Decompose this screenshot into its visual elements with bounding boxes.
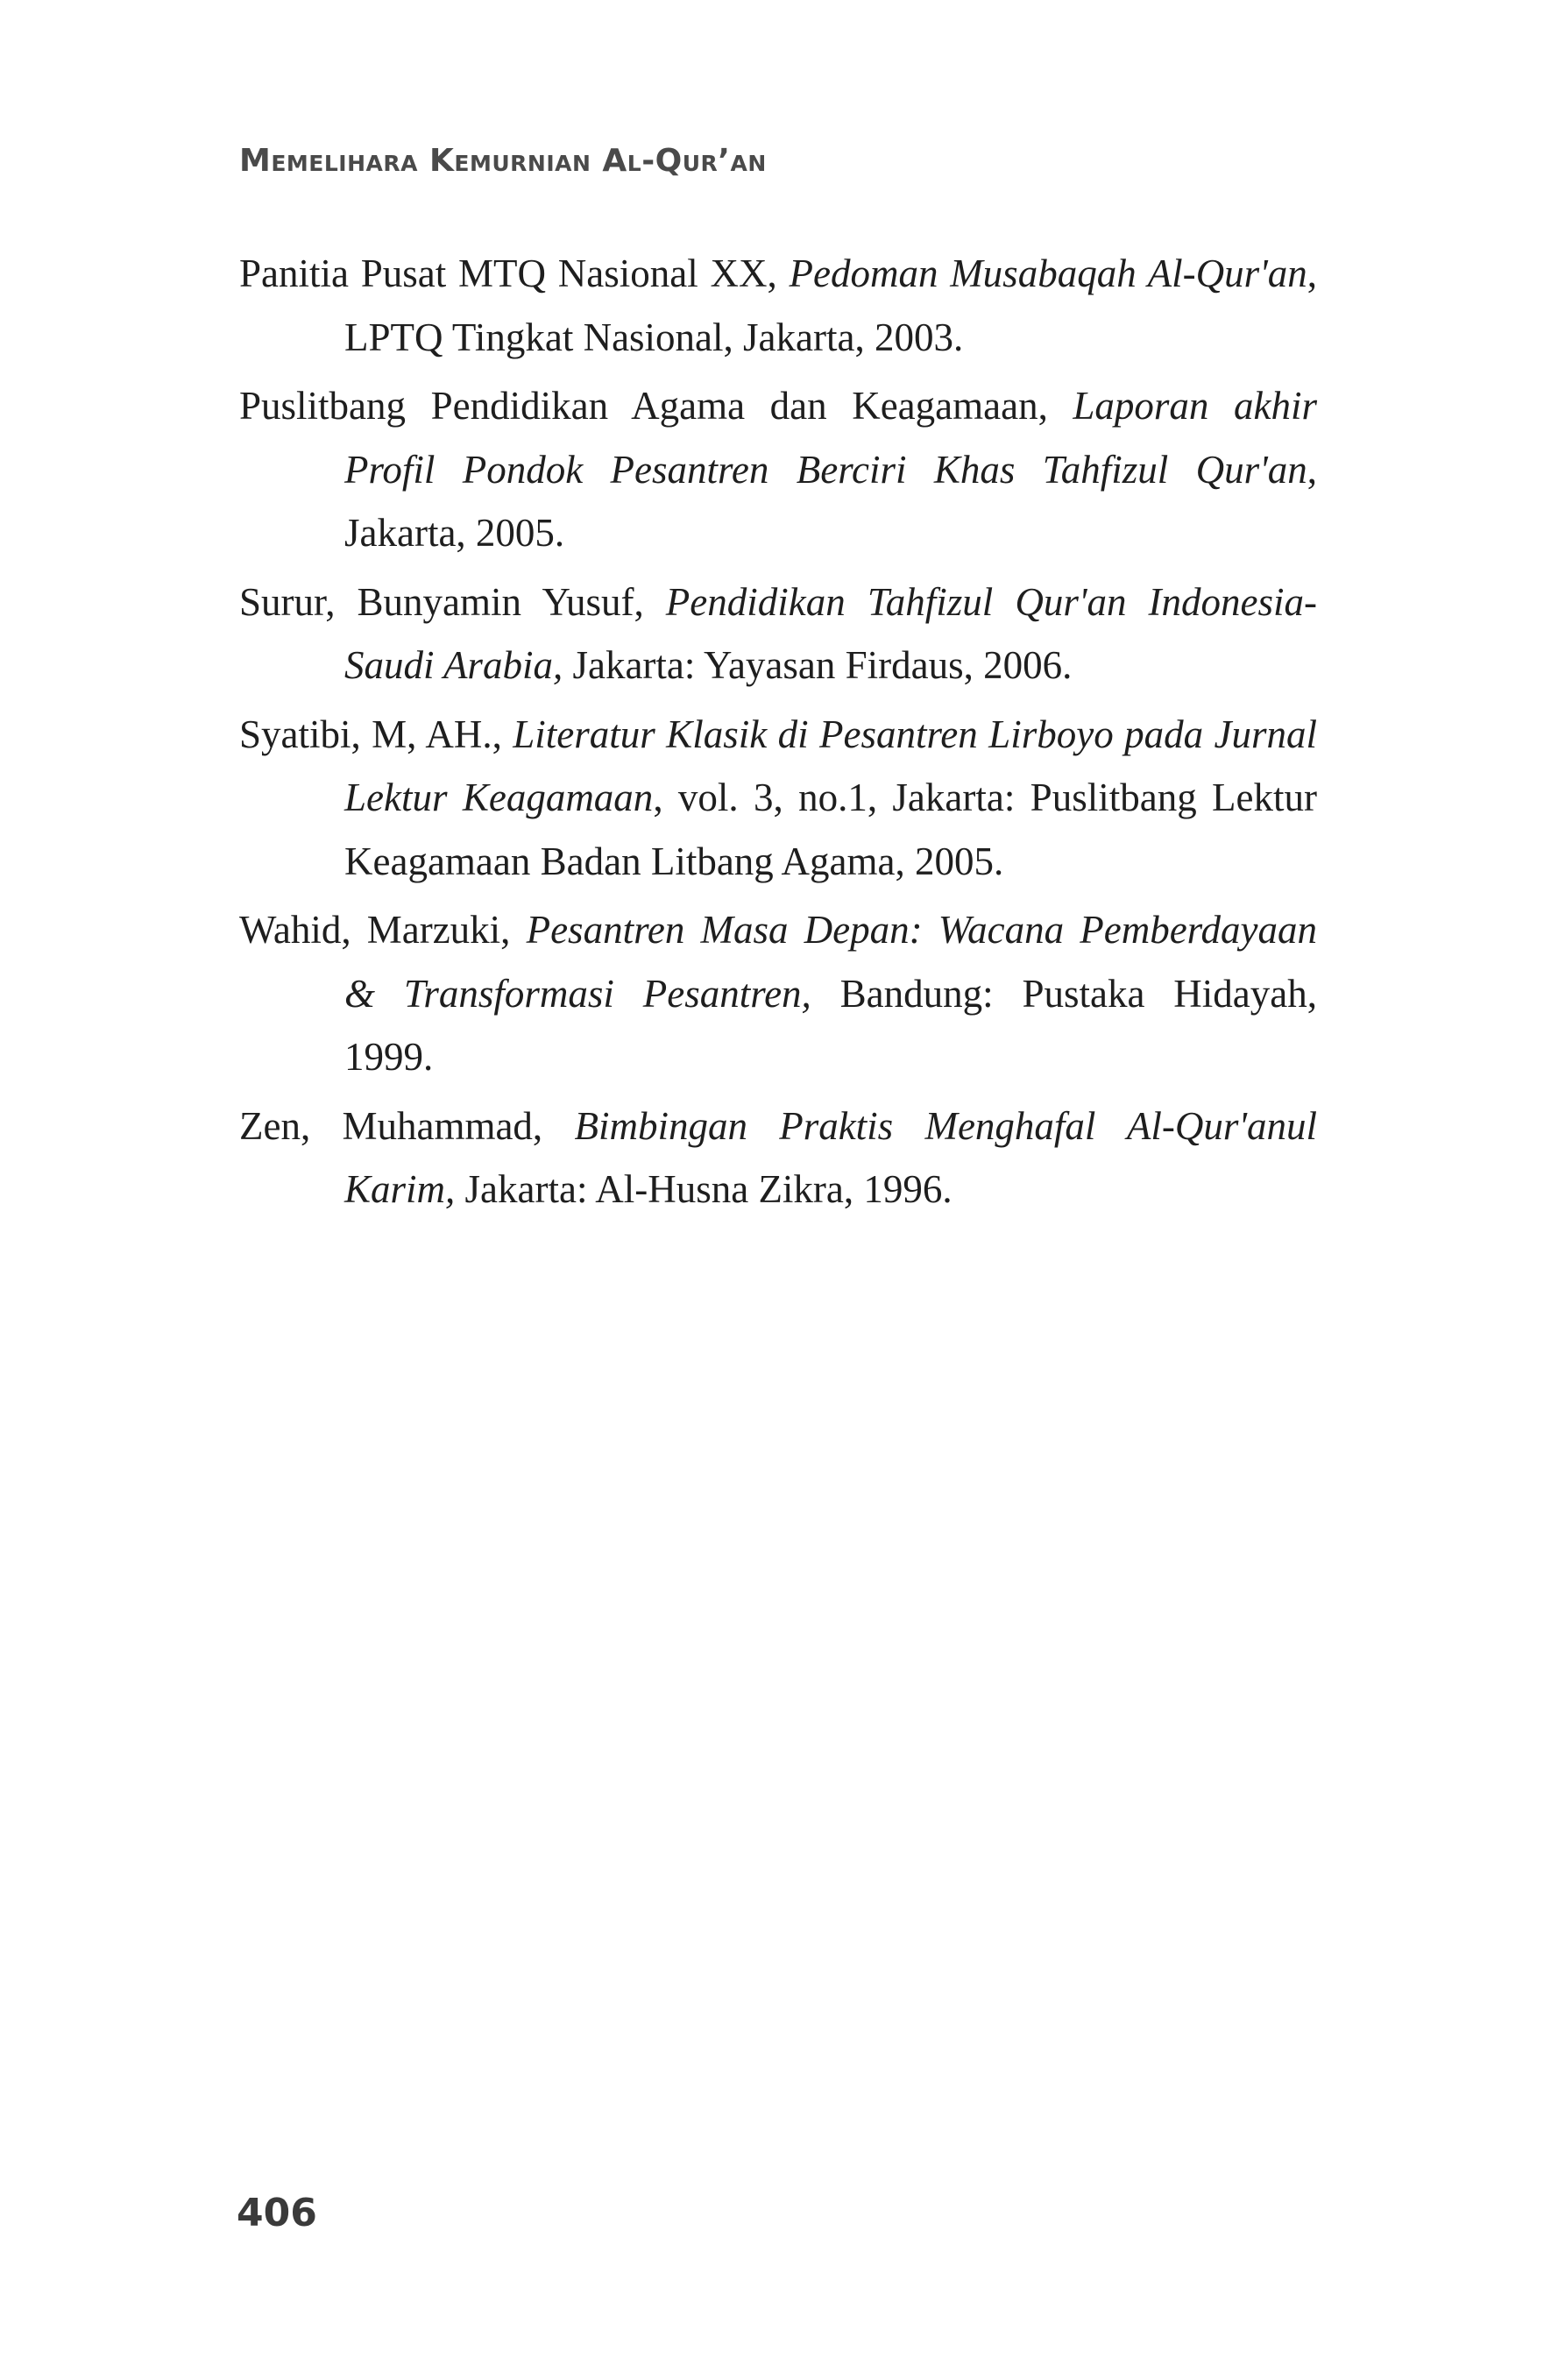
entry-publication: Jakarta: Al-Husna Zikra, 1996.	[455, 1167, 953, 1211]
entry-author: Syatibi, M, AH.,	[239, 712, 513, 756]
entry-publication: , vol. 3, no.1, Jakarta: Puslitbang Lektur Keagamaan Badan Litbang Agama, 2005.	[344, 776, 1317, 883]
entry-author: Zen, Muhammad,	[239, 1103, 575, 1148]
entry-publication: , Jakarta, 2005.	[344, 447, 1317, 555]
bibliography-entry	[239, 898, 1317, 1089]
entry-title: Bimbingan Praktis Menghafal Al-Qur'anul Karim,	[344, 1103, 1317, 1211]
running-header: Memelihara Kemurnian Al-Qur’an	[239, 143, 767, 179]
entry-author: Puslitbang Pendidikan Agama dan Keagamaan,	[239, 384, 1073, 428]
entry-author: Wahid, Marzuki,	[239, 908, 527, 952]
entry-publication: , LPTQ Tingkat Nasional, Jakarta, 2003.	[344, 251, 1317, 359]
entry-author: Surur, Bunyamin Yusuf,	[239, 579, 666, 624]
bibliography-entry	[239, 570, 1317, 698]
page-number: 406	[237, 2191, 317, 2235]
bibliography-entry	[239, 242, 1317, 369]
bibliography-entry	[239, 703, 1317, 894]
entry-publication: Jakarta: Yayasan Firdaus, 2006.	[563, 643, 1073, 687]
bibliography-entry	[239, 374, 1317, 565]
entry-title: Pendidikan Tahfizul Qur'an Indonesia-Saudi Arabia,	[344, 579, 1318, 687]
entry-title: Laporan akhir Profil Pondok Pesantren Berciri Khas Tahfizul Qur'an	[344, 384, 1317, 492]
entry-author: Panitia Pusat MTQ Nasional XX,	[239, 251, 790, 295]
bibliography-list	[239, 242, 1317, 1227]
entry-publication: Bandung: Pustaka Hidayah, 1999.	[344, 971, 1317, 1079]
bibliography-entry	[239, 1094, 1317, 1222]
entry-title: Pedoman Musabaqah Al-Qur'an	[789, 251, 1307, 295]
entry-title: Pesantren Masa Depan: Wacana Pemberdayaan & Transformasi Pesantren,	[344, 908, 1317, 1016]
entry-title: Literatur Klasik di Pesantren Lirboyo pada Jurnal Lektur Keagamaan	[344, 712, 1317, 819]
